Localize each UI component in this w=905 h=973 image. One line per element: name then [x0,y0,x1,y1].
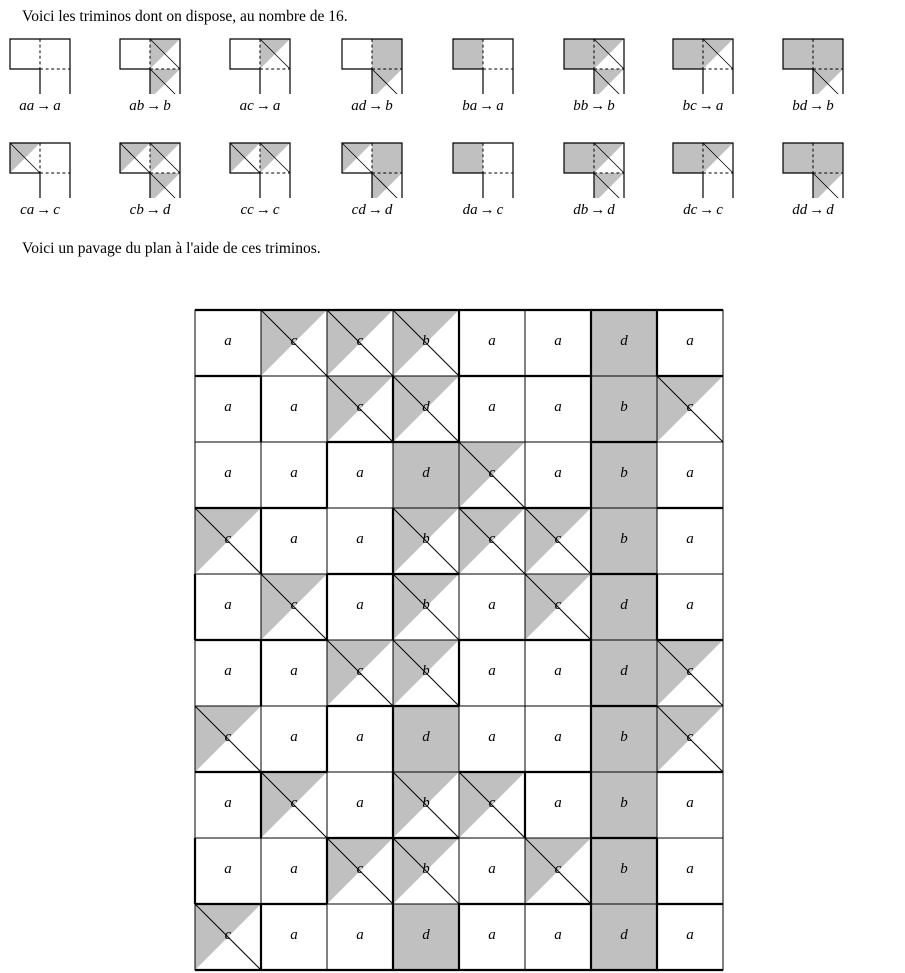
tiling-shaded-cell [393,442,459,508]
intro-line-1: Voici les triminos dont on dispose, au nombre de 16. [22,8,348,25]
tiling-cell-letter: b [620,861,628,877]
legend-tile-label-cd: cd → d [351,202,393,218]
tiling-cell-letter: a [356,597,364,613]
tiling-cell-border [525,706,591,772]
tiling-cell-letter: a [686,927,694,943]
tiling-cell-letter: a [488,927,496,943]
tiling-cell-letter: a [686,861,694,877]
tiling-cell-letter: a [554,795,562,811]
tiling-cell-letter: a [224,333,232,349]
legend-tile-shape-bd [758,32,868,94]
tiling-cell-letter: c [686,663,694,679]
tiling-shaded-cell [393,904,459,970]
tiling-cell-border [657,508,723,574]
tiling-cell-letter: b [620,795,628,811]
legend-tile-shape-cc [205,136,315,198]
legend-tile-aa [0,32,95,132]
tiling-cell-letter: a [224,795,232,811]
tiling-cell-border [657,574,723,640]
legend-tile-label-ca: ca → c [20,202,60,218]
tiling-cell-letter: a [224,861,232,877]
legend-tile-ab [95,32,205,132]
legend-tile-shape-db [539,136,649,198]
tiling-cell-letter: a [686,531,694,547]
tiling-cell-letter: a [356,531,364,547]
legend-tile-label-ac: ac → a [239,98,281,114]
tiling-cell-letter: c [488,465,496,481]
tiling-cell-letter: a [290,861,298,877]
tiling-cell-letter: c [488,531,496,547]
tiling-cell-border [525,640,591,706]
tiling-cell-letter: a [488,861,496,877]
legend-tile-ad [317,32,427,132]
legend-tile-label-bc: bc → a [682,98,724,114]
legend-tile-shape-bc [648,32,758,94]
legend-tile-shape-aa [0,32,95,94]
legend-tile-shape-bb [539,32,649,94]
tiling-cell-border [459,838,525,904]
tiling-cell-border [657,838,723,904]
tiling-shaded-cell [591,376,657,442]
tiling-cell-border [195,376,261,442]
tiling-cell-letter: a [686,795,694,811]
tiling-cell-letter: c [224,927,232,943]
legend-tile-shape-dd [758,136,868,198]
tiling-cell-letter: d [422,927,430,943]
tiling-cell-letter: b [620,531,628,547]
tiling-cell-letter: b [422,861,430,877]
tiling-cell-border [261,838,327,904]
tiling-cell-letter: c [224,729,232,745]
legend-tile-shape-ab [95,32,205,94]
legend-tile-label-cc: cc → c [240,202,280,218]
legend-tile-shape-ba [428,32,538,94]
tiling-cell-border [657,310,723,376]
tiling-cell-letter: b [620,465,628,481]
legend-tile-dc [648,136,758,236]
intro-line-2: Voici un pavage du plan à l'aide de ces triminos. [22,240,321,257]
tiling-shaded-cell [591,508,657,574]
tiling-cell-letter: d [620,927,628,943]
tiling-cell-letter: b [620,729,628,745]
legend-tile-db [539,136,649,236]
tiling-cell-letter: a [488,729,496,745]
tiling-cell-border [525,904,591,970]
tiling-cell-letter: a [290,531,298,547]
tiling-cell-letter: c [686,399,694,415]
legend-tile-label-da: da → c [462,202,504,218]
tiling-cell-border [459,310,525,376]
legend-tile-label-ab: ab → b [129,98,171,114]
tiling-shaded-cell [591,574,657,640]
legend-tile-label-dd: dd → d [792,202,834,218]
tiling-cell-border [195,640,261,706]
tiling-cell-border [459,376,525,442]
tiling-shaded-cell [591,772,657,838]
tiling-cell-letter: a [356,729,364,745]
tiling-cell-border [327,442,393,508]
tiling-cell-letter: c [356,399,364,415]
tiling-cell-border [195,310,261,376]
tiling-shaded-cell [591,442,657,508]
tiling-cell-letter: c [356,663,364,679]
legend-tile-ba [428,32,538,132]
legend-tile-label-aa: aa → a [19,98,61,114]
tiling-cell-letter: d [620,333,628,349]
tiling-cell-border [195,772,261,838]
legend-tile-shape-dc [648,136,758,198]
legend-tile-label-db: db → d [573,202,615,218]
tiling-cell-letter: c [290,795,298,811]
tiling-cell-border [261,640,327,706]
tiling-cell-letter: b [422,795,430,811]
tiling-cell-letter: c [686,729,694,745]
legend-tile-label-dc: dc → c [683,202,723,218]
tiling-shaded-cell [591,904,657,970]
legend-tile-dd [758,136,868,236]
legend-tile-shape-ca [0,136,95,198]
tiling-cell-border [459,640,525,706]
tiling-cell-border [195,838,261,904]
legend-tile-shape-cd [317,136,427,198]
tiling-cell-letter: b [620,399,628,415]
legend-tile-bd [758,32,868,132]
tiling-cell-letter: a [290,465,298,481]
tiling-cell-letter: b [422,597,430,613]
tiling-shaded-cell [591,640,657,706]
tiling-cell-border [195,442,261,508]
tiling-cell-letter: a [224,465,232,481]
tiling-cell-letter: b [422,531,430,547]
tiling-cell-letter: a [224,399,232,415]
tiling-cell-letter: d [422,399,430,415]
legend-tile-label-bb: bb → b [573,98,615,114]
legend-tile-cb [95,136,205,236]
legend-tile-cc [205,136,315,236]
tiling-cell-letter: a [290,399,298,415]
tiling-cell-border [525,772,591,838]
tiling-cell-border [657,442,723,508]
tiling-cell-letter: a [488,597,496,613]
legend-tile-label-ad: ad → b [351,98,393,114]
tiling-cell-letter: a [686,333,694,349]
tiling-cell-letter: a [488,663,496,679]
legend-row [0,136,905,236]
tiling-shaded-cell [591,310,657,376]
tiling-cell-letter: c [290,597,298,613]
tiling-cell-letter: d [620,597,628,613]
legend-tile-shape-cb [95,136,205,198]
tiling-shaded-cell [591,838,657,904]
legend-row [0,32,905,132]
tiling-cell-letter: b [422,663,430,679]
tiling-cell-letter: a [554,333,562,349]
tiling-cell-border [459,904,525,970]
tiling-cell-border [459,574,525,640]
legend-tile-ac [205,32,315,132]
legend-tile-label-bd: bd → b [792,98,834,114]
tiling-cell-letter: a [686,465,694,481]
tiling-svg [0,292,905,973]
legend-tile-ca [0,136,95,236]
tiling-cell-border [327,508,393,574]
tiling-shaded-cell [591,706,657,772]
tiling-cell-border [459,706,525,772]
tiling-cell-border [657,772,723,838]
tiling-cell-letter: a [554,399,562,415]
legend-tile-da [428,136,538,236]
tiling-cell-border [327,574,393,640]
tiling-cell-border [261,706,327,772]
tiling-cell-letter: a [224,663,232,679]
tiling-cell-letter: c [356,333,364,349]
tiling-cell-letter: a [356,927,364,943]
legend-tile-label-ba: ba → a [462,98,504,114]
tiling-cell-border [261,904,327,970]
legend-tile-label-cb: cb → d [129,202,171,218]
tiling-cell-letter: a [488,333,496,349]
tiling-cell-border [327,904,393,970]
tiling-cell-border [261,376,327,442]
tiling-cell-letter: a [554,465,562,481]
tiling-cell-letter: a [356,795,364,811]
legend-tile-bb [539,32,649,132]
tiling-cell-border [525,310,591,376]
tiling-cell-letter: c [224,531,232,547]
tiling-cell-border [327,772,393,838]
tiling-cell-letter: a [290,927,298,943]
tiling-cell-letter: c [554,597,562,613]
tiling-cell-border [195,574,261,640]
tiling-cell-border [525,376,591,442]
legend-tile-shape-ac [205,32,315,94]
tiling-cell-letter: a [356,465,364,481]
tiling-cell-letter: b [422,333,430,349]
tiling-cell-letter: a [290,729,298,745]
tiling-cell-letter: d [620,663,628,679]
tiling-cell-letter: c [554,861,562,877]
tiling-cell-border [261,508,327,574]
tiling-cell-letter: a [488,399,496,415]
tiling-cell-letter: a [554,729,562,745]
tiling-cell-border [525,442,591,508]
plane-tiling-figure [0,292,905,973]
tiling-cell-letter: c [488,795,496,811]
tiling-cell-letter: a [224,597,232,613]
tiling-cell-letter: c [554,531,562,547]
tiling-cell-border [261,442,327,508]
tiling-cell-letter: a [686,597,694,613]
legend-tile-bc [648,32,758,132]
tiling-cell-letter: d [422,729,430,745]
tiling-cell-letter: a [290,663,298,679]
legend-tile-cd [317,136,427,236]
tiling-shaded-cell [393,706,459,772]
trimino-legend [0,32,905,237]
tiling-cell-border [657,904,723,970]
tiling-cell-letter: c [356,861,364,877]
tiling-cell-letter: c [290,333,298,349]
tiling-cell-letter: a [554,663,562,679]
legend-tile-shape-ad [317,32,427,94]
tiling-cell-letter: d [422,465,430,481]
tiling-cell-border [327,706,393,772]
tiling-cell-letter: a [554,927,562,943]
legend-tile-shape-da [428,136,538,198]
